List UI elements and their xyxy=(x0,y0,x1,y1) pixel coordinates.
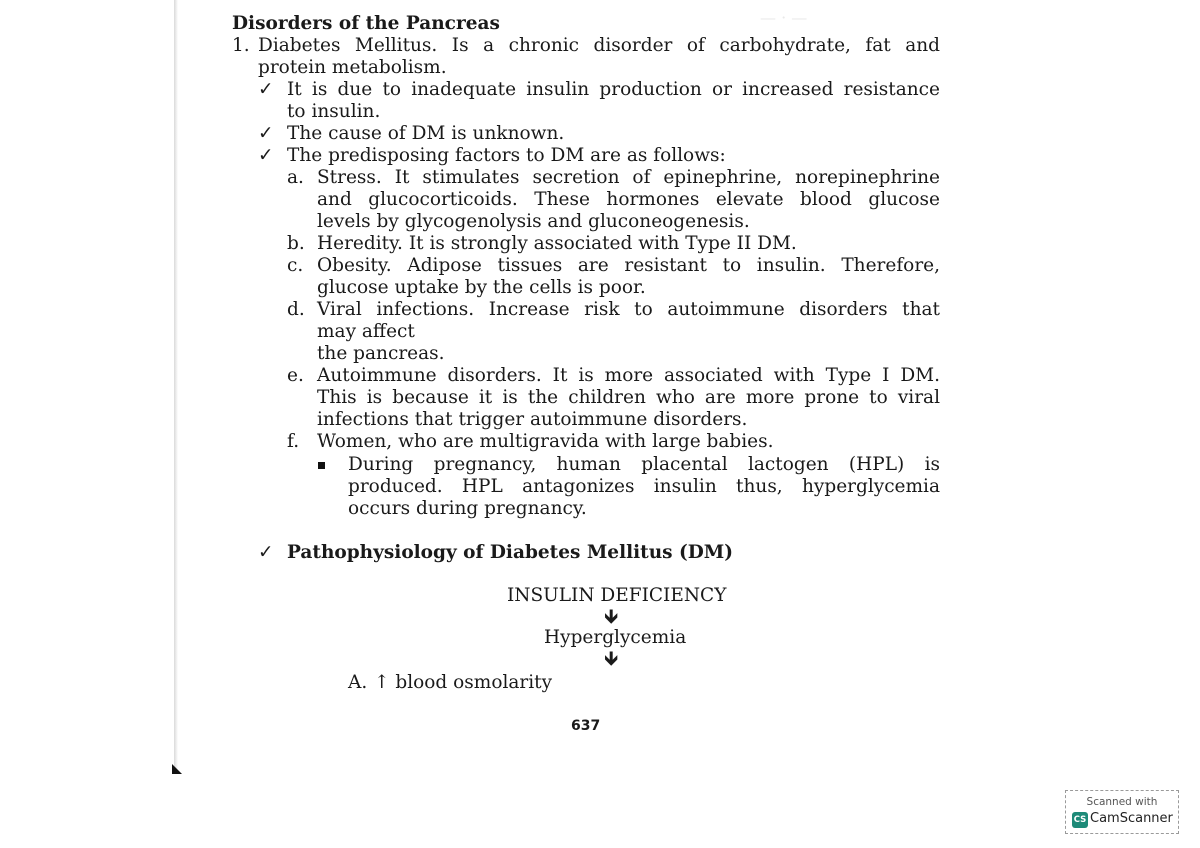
factor-label: b. xyxy=(287,233,305,254)
patho-title: Pathophysiology of Diabetes Mellitus (DM) xyxy=(287,542,734,563)
factor-a-line2: and glucocorticoids. These hormones elevate blood glucose xyxy=(317,189,940,210)
flow-step-hyperglycemia: Hyperglycemia xyxy=(544,627,687,648)
factor-b-line1: Heredity. It is strongly associated with Type II DM. xyxy=(317,233,797,254)
factor-d-line2: may affect xyxy=(317,321,415,342)
item-number: 1. xyxy=(232,35,250,56)
check-icon: ✓ xyxy=(258,542,274,563)
camscanner-logo-icon: CS xyxy=(1072,812,1088,828)
factor-f-line1: Women, who are multigravida with large babies. xyxy=(317,431,774,452)
bleed-through-text: — · — xyxy=(760,8,808,27)
factor-a-line1: Stress. It stimulates secretion of epinephrine, norepinephrine xyxy=(317,167,940,188)
check1-line1: It is due to inadequate insulin production or increased resistance xyxy=(287,79,940,100)
page-number: 637 xyxy=(571,718,601,734)
factor-e-line2: This is because it is the children who are more prone to viral xyxy=(317,387,940,408)
watermark-caption: Scanned with xyxy=(1086,796,1158,808)
check1-line2: to insulin. xyxy=(287,101,381,122)
factor-c-line1: Obesity. Adipose tissues are resistant to insulin. Therefore, xyxy=(317,255,940,276)
factor-f-bullet-line2: produced. HPL antagonizes insulin thus, hyperglycemia xyxy=(348,476,940,497)
factor-d-line3: the pancreas. xyxy=(317,343,445,364)
flow-step-osmolarity: ↑ blood osmolarity xyxy=(374,672,553,693)
factor-f-bullet-line1: During pregnancy, human placental lactogen (HPL) is xyxy=(348,454,940,475)
check-icon: ✓ xyxy=(258,79,274,100)
check3-text: The predisposing factors to DM are as follows: xyxy=(287,145,726,166)
factor-label: d. xyxy=(287,299,305,320)
down-arrow-icon: 🡻 xyxy=(604,646,619,670)
factor-label: f. xyxy=(287,431,300,452)
flow-step-label: A. xyxy=(348,672,368,693)
square-bullet-icon xyxy=(318,462,325,469)
factor-c-line2: glucose uptake by the cells is poor. xyxy=(317,277,646,298)
item1-line1: Diabetes Mellitus. Is a chronic disorder of carbohydrate, fat and xyxy=(258,35,940,56)
item1-line2: protein metabolism. xyxy=(258,57,447,78)
factor-d-line1: Viral infections. Increase risk to autoimmune disorders that xyxy=(317,299,940,320)
watermark-brand: CamScanner xyxy=(1090,811,1173,826)
camscanner-watermark xyxy=(1065,790,1179,834)
check-icon: ✓ xyxy=(258,123,274,144)
check-icon: ✓ xyxy=(258,145,274,166)
factor-e-line3: infections that trigger autoimmune disorders. xyxy=(317,409,748,430)
factor-label: e. xyxy=(287,365,304,386)
section-heading: Disorders of the Pancreas xyxy=(232,13,500,34)
down-arrow-icon: 🡻 xyxy=(604,604,619,628)
flow-step-insulin-deficiency: INSULIN DEFICIENCY xyxy=(507,585,727,606)
factor-label: c. xyxy=(287,255,304,276)
factor-f-bullet-line3: occurs during pregnancy. xyxy=(348,498,587,519)
factor-a-line3: levels by glycogenolysis and gluconeogenesis. xyxy=(317,211,750,232)
factor-e-line1: Autoimmune disorders. It is more associated with Type I DM. xyxy=(317,365,940,386)
factor-label: a. xyxy=(287,167,304,188)
check2-text: The cause of DM is unknown. xyxy=(287,123,565,144)
page-edge-shadow xyxy=(174,0,178,772)
